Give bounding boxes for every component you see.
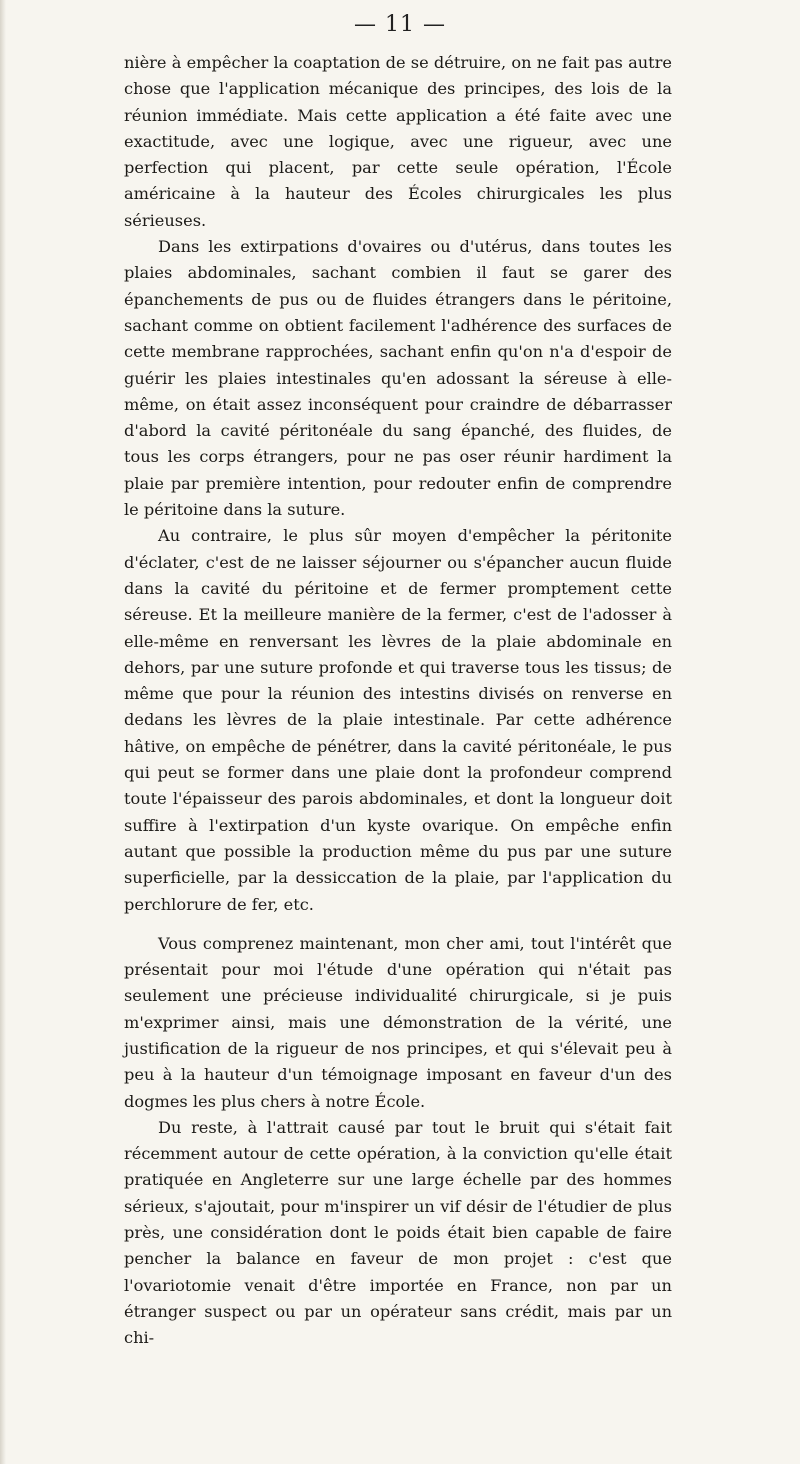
paragraph-continuation: nière à empêcher la coaptation de se détruire, on ne fait pas autre chose que l'application mécanique des principes, des lois de la réunion immédiate. Mais cette application a été faite avec une exactitude, avec une logique, avec une rigueur, avec une perfection qui placent, par cette seule opération, l'École américaine à la hauteur des Écoles chirurgicales les plus sérieuses. <box>124 53 672 230</box>
page-number: — 11 — <box>354 12 446 37</box>
paragraph-au-contraire: Au contraire, le plus sûr moyen d'empêcher la péritonite d'éclater, c'est de ne laisser séjourner ou s'épancher aucun fluide dans la cavité du péritoine et de fermer promptement cette séreuse. Et la meilleure manière de la fermer, c'est de l'adosser à elle-même en renversant les lèvres de la plaie abdominale en dehors, par une suture profonde et qui traverse tous les tissus; de même que pour la réunion des intestins divisés on renverse en dedans les lèvres de la plaie intestinale. Par cette adhérence hâtive, on empêche de pénétrer, dans la cavité péritonéale, le pus qui peut se former dans une plaie dont la profondeur comprend toute l'épaisseur des parois abdominales, et dont la longueur doit suffire à l'extirpation d'un kyste ovarique. On empêche enfin autant que possible la production même du pus par une suture superficielle, par la dessiccation de la plaie, par l'application du perchlorure de fer, etc. <box>124 526 672 914</box>
paragraph-extirpations: Dans les extirpations d'ovaires ou d'utérus, dans toutes les plaies abdominales, sachant combien il faut se garer des épanchements de pus ou de fluides étrangers dans le péritoine, sachant comme on obtient facilement l'adhérence des surfaces de cette membrane rapprochées, sachant enfin qu'on n'a d'espoir de guérir les plaies intestinales qu'en adossant la séreuse à elle-même, on était assez inconséquent pour craindre de débarrasser d'abord la cavité péritonéale du sang épanché, des fluides, de tous les corps étrangers, pour ne pas oser réunir hardiment la plaie par première intention, pour redouter enfin de comprendre le péritoine dans la suture. <box>124 237 672 520</box>
paragraph-vous-comprenez: Vous comprenez maintenant, mon cher ami, tout l'intérêt que présentait pour moi l'étude d'une opération qui n'était pas seulement une précieuse individualité chirurgicale, si je puis m'exprimer ainsi, mais une démonstration de la vérité, une justification de la rigueur de nos principes, et qui s'élevait peu à peu à la hauteur d'un témoignage imposant en faveur d'un des dogmes les plus chers à notre École. <box>124 933 672 1111</box>
paragraph-du-reste: Du reste, à l'attrait causé par tout le bruit qui s'était fait récemment autour de cette opération, à la conviction qu'elle était pratiquée en Angleterre sur une large échelle par des hommes sérieux, s'ajoutait, pour m'inspirer un vif désir de l'étudier de plus près, une considération dont le poids était bien capable de faire pencher la balance en faveur de mon projet : c'est que l'ovariotomie venait d'être importée en France, non par un étranger suspect ou par un opérateur sans crédit, mais par un chi- <box>124 1117 672 1348</box>
page-edge-shadow <box>0 0 6 1464</box>
body-text <box>124 50 672 1352</box>
